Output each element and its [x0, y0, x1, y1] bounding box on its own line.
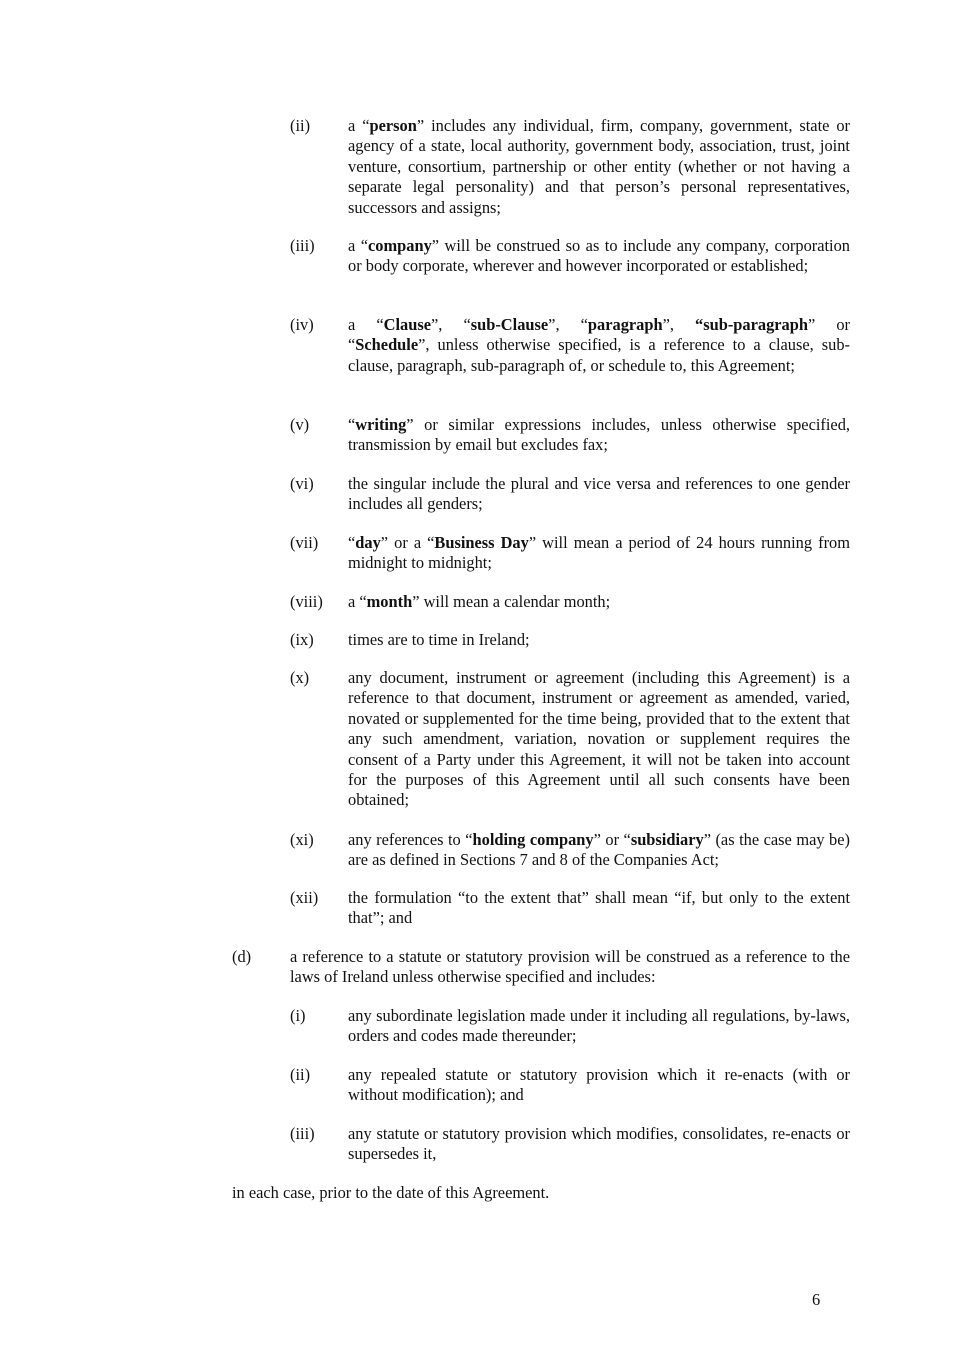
item-text: a “person” includes any individual, firm, company, government, state or agency of a state, local authority, government body, association, trust, joint venture, consortium, partnership or other entity (whether or not having a separate legal personality) and that person’s personal representatives, successors and assigns;: [348, 116, 850, 217]
list-item-c-viii: [290, 592, 850, 612]
list-item-c-vi: [290, 474, 850, 515]
closing-line: in each case, prior to the date of this Agreement.: [232, 1183, 550, 1202]
item-number: (vi): [290, 474, 314, 493]
item-number: (ii): [290, 1065, 311, 1084]
item-text: a “company” will be construed so as to include any company, corporation or body corporate, wherever and however incorporated or established;: [348, 236, 850, 276]
item-text: any subordinate legislation made under it including all regulations, by-laws, orders and codes made thereunder;: [348, 1006, 850, 1046]
item-number: (viii): [290, 592, 323, 611]
item-number: (i): [290, 1006, 306, 1025]
list-item-c-iii: [290, 236, 850, 277]
list-item-c-vii: [290, 533, 850, 574]
item-number: (x): [290, 668, 310, 687]
item-number: (v): [290, 415, 310, 434]
list-item-d-ii: [290, 1065, 850, 1106]
list-item-d: [232, 947, 850, 988]
item-text: any document, instrument or agreement (including this Agreement) is a reference to that document, instrument or agreement as amended, varied, novated or supplemented for the time being, provided that to the extent that any such amendment, variation, novation or supplement requires the consent of a Party under this Agreement, it will not be taken into account for the purposes of this Agreement until all such consents have been obtained;: [348, 668, 850, 810]
item-number: (iii): [290, 1124, 315, 1143]
item-text: any repealed statute or statutory provision which it re-enacts (with or without modification); and: [348, 1065, 850, 1105]
list-item-c-ii: [290, 116, 850, 218]
item-number: (ix): [290, 630, 314, 649]
item-number: (vii): [290, 533, 319, 552]
list-item-c-ix: [290, 630, 850, 650]
item-text: a “month” will mean a calendar month;: [348, 592, 611, 611]
item-text: any statute or statutory provision which modifies, consolidates, re-enacts or supersedes it,: [348, 1124, 850, 1164]
list-item-c-v: [290, 415, 850, 456]
item-text: a “Clause”, “sub-Clause”, “paragraph”, “sub-paragraph” or “Schedule”, unless otherwise specified, is a reference to a clause, sub-clause, paragraph, sub-paragraph of, or schedule to, this Agreement;: [348, 315, 851, 375]
item-text: “day” or a “Business Day” will mean a period of 24 hours running from midnight to midnight;: [348, 533, 850, 573]
list-item-c-xi: [290, 830, 850, 871]
item-number: (xi): [290, 830, 314, 849]
item-number: (iii): [290, 236, 315, 255]
list-item-c-xii: [290, 888, 850, 929]
item-text: times are to time in Ireland;: [348, 630, 530, 649]
item-text: the formulation “to the extent that” shall mean “if, but only to the extent that”; and: [348, 888, 850, 928]
item-text: “writing” or similar expressions includes, unless otherwise specified, transmission by email but excludes fax;: [348, 415, 850, 455]
item-number: (iv): [290, 315, 314, 334]
item-number: (ii): [290, 116, 311, 135]
list-item-c-x: [290, 668, 850, 811]
list-item-d-iii: [290, 1124, 850, 1165]
list-item-d-i: [290, 1006, 850, 1047]
list-item-c-iv: [290, 315, 850, 376]
item-text: the singular include the plural and vice versa and references to one gender includes all genders;: [348, 474, 850, 514]
item-number: (xii): [290, 888, 319, 907]
item-number: (d): [232, 947, 252, 966]
item-text: a reference to a statute or statutory provision will be construed as a reference to the laws of Ireland unless otherwise specified and includes:: [290, 947, 850, 987]
page-number: 6: [812, 1290, 821, 1309]
item-text: any references to “holding company” or “subsidiary” (as the case may be) are as defined in Sections 7 and 8 of the Companies Act;: [348, 830, 850, 870]
